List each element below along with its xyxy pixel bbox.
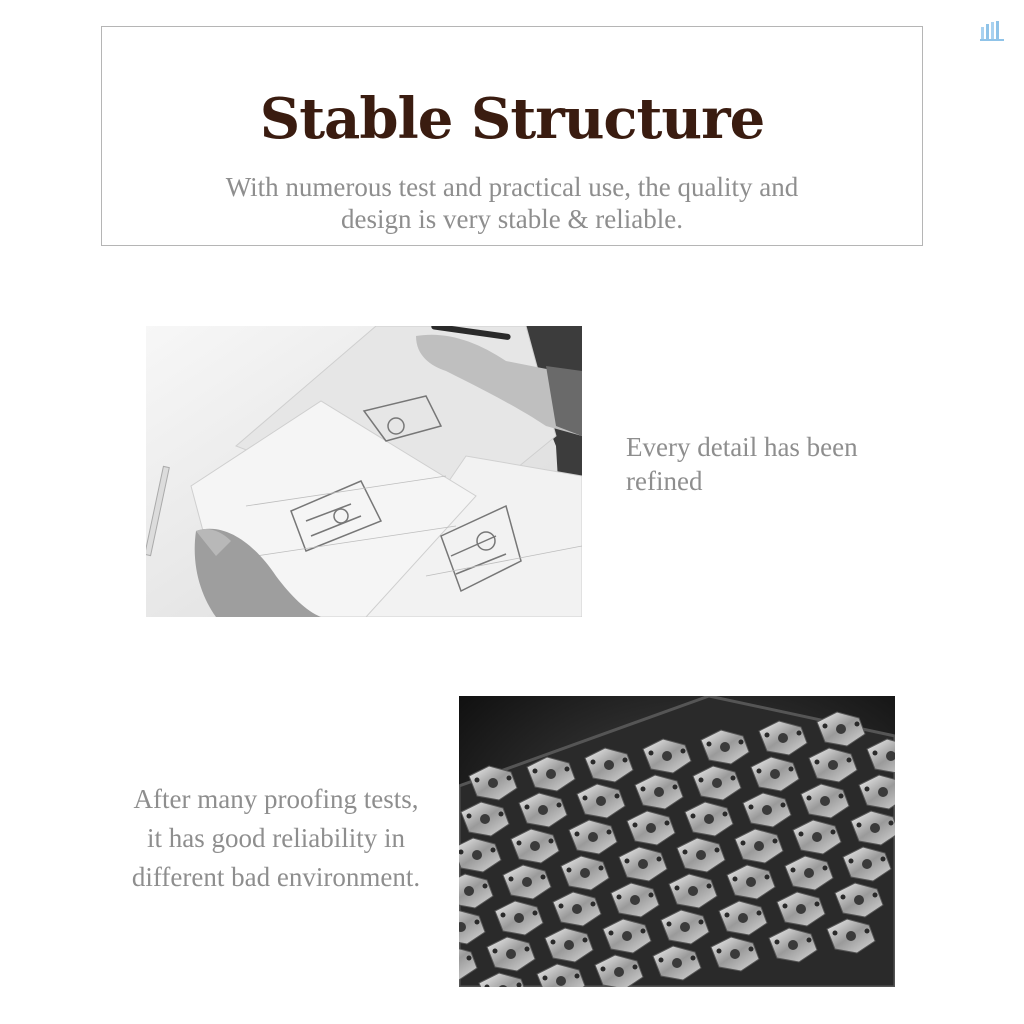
feature-caption-refined [626, 430, 926, 498]
caption-line-3: different bad environment. [131, 862, 421, 892]
caption-line-2: it has good reliability in [147, 823, 405, 853]
page-title: Stable Structure [259, 86, 765, 152]
caption-line-1: Every detail has been [626, 432, 858, 462]
header-box [101, 26, 923, 246]
brand-logo-icon [980, 20, 1004, 42]
subtitle-line-2: design is very stable & reliable. [341, 204, 683, 234]
page-subtitle [162, 171, 862, 235]
caption-line-1: After many proofing tests, [133, 784, 419, 814]
sketch-photo [146, 326, 582, 617]
metal-parts-photo [459, 696, 895, 987]
subtitle-line-1: With numerous test and practical use, the quality and [225, 172, 799, 202]
caption-line-2: refined [626, 466, 703, 496]
feature-caption-tests [96, 780, 456, 897]
